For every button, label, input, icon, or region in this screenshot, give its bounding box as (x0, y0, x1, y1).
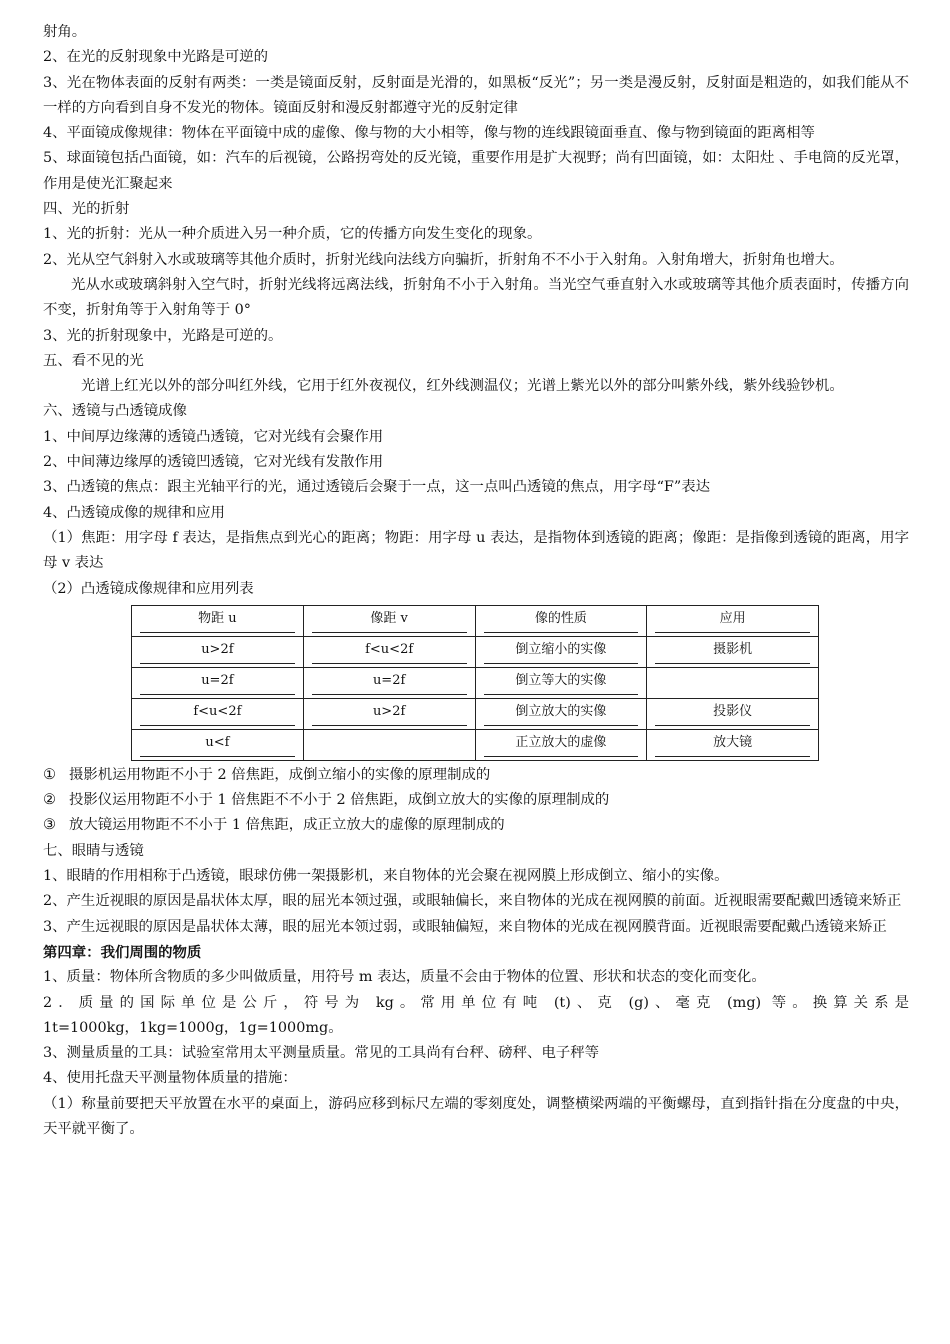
paragraph: （2）凸透镜成像规律和应用列表 (43, 580, 254, 597)
list-item (43, 763, 909, 788)
table-cell: 正立放大的虚像 (475, 729, 647, 760)
paragraph: 4、平面镜成像规律：物体在平面镜中成的虚像、像与物的大小相等，像与物的连线跟镜面垂直、像与物到镜面的距离相等 (43, 125, 815, 142)
list-item-text: 投影仪运用物距不小于 1 倍焦距不不小于 2 倍焦距，成倒立放大的实像的原理制成的 (69, 792, 610, 809)
paragraph: 4、凸透镜成像的规律和应用 (43, 504, 225, 521)
paragraph: （1）称量前要把天平放置在水平的桌面上，游码应移到标尺左端的零刻度处，调整横梁两端的平衡螺母，直到指针指在分度盘的中央，天平就平衡了。 (43, 1095, 909, 1137)
paragraph: 3、凸透镜的焦点：跟主光轴平行的光，通过透镜后会聚于一点，这一点叫凸透镜的焦点，用字母“F”表达 (43, 479, 711, 496)
table-row (132, 729, 819, 760)
table-header-cell: 像距 v (303, 605, 475, 636)
text-line: 2、在光的反射现象中光路是可逆的 (43, 49, 269, 66)
chapter-heading: 第四章：我们周围的物质 (43, 943, 202, 961)
table-cell: u=2f (303, 667, 475, 698)
table-cell: u=2f (132, 667, 304, 698)
paragraph: 1、中间厚边缘薄的透镜凸透镜，它对光线有会聚作用 (43, 428, 384, 445)
table-cell (647, 667, 819, 698)
document-page (43, 20, 909, 1142)
circled-number: ③ (43, 817, 56, 834)
table-row (132, 636, 819, 667)
section-heading: 六、透镜与凸透镜成像 (43, 403, 187, 420)
paragraph: （1）焦距：用字母 f 表达，是指焦点到光心的距离；物距：用字母 u 表达，是指物体到透镜的距离；像距：是指像到透镜的距离，用字母 v 表达 (43, 529, 909, 572)
text-line: 射角。 (43, 24, 87, 40)
table-header-cell: 物距 u (132, 605, 304, 636)
table-cell: u>2f (303, 698, 475, 729)
table-header-row (132, 605, 819, 636)
table-cell: 倒立缩小的实像 (475, 636, 647, 667)
table-cell: 倒立放大的实像 (475, 698, 647, 729)
list-item (43, 788, 909, 813)
table-header-cell: 应用 (647, 605, 819, 636)
table-cell (303, 729, 475, 760)
text-line: 1t=1000kg，1kg=1000g，1g=1000mg。 (43, 1019, 343, 1036)
table-row (132, 698, 819, 729)
table-cell: u>2f (132, 636, 304, 667)
table-row (132, 667, 819, 698)
paragraph: 光从水或玻璃斜射入空气时，折射光线将远离法线，折射角不小于入射角。当光空气垂直射入水或玻璃等其他介质表面时，传播方向不变，折射角等于入射角等于 0° (43, 276, 909, 319)
table-cell: f<u<2f (132, 698, 304, 729)
section-heading: 五、看不见的光 (43, 352, 144, 369)
paragraph: 光谱上红光以外的部分叫红外线，它用于红外夜视仪，红外线测温仪；光谱上紫光以外的部分叫紫外线，紫外线验钞机。 (81, 378, 844, 395)
section-heading: 七、眼睛与透镜 (43, 842, 144, 859)
paragraph: 1、眼睛的作用相称于凸透镜，眼球仿佛一架摄影机，来自物体的光会聚在视网膜上形成倒立、缩小的实像。 (43, 868, 729, 885)
table-cell: 摄影机 (647, 636, 819, 667)
section-heading: 四、光的折射 (43, 201, 130, 218)
table-cell: 放大镜 (647, 729, 819, 760)
paragraph: 3、产生远视眼的原因是晶状体太薄，眼的屈光本领过弱，或眼轴偏短，来自物体的光成在视网膜背面。近视眼需要配戴凸透镜来矫正 (43, 918, 887, 935)
list-item-text: 摄影机运用物距不小于 2 倍焦距，成倒立缩小的实像的原理制成的 (69, 766, 491, 783)
lens-imaging-table (131, 605, 819, 761)
table-cell: 倒立等大的实像 (475, 667, 647, 698)
paragraph: 3、光在物体表面的反射有两类：一类是镜面反射，反射面是光滑的，如黑板“反光”；另一类是漫反射，反射面是粗造的，如我们能从不一样的方向看到自身不发光的物体。镜面反射和漫反射都遵守光的反射定律 (43, 74, 909, 116)
circled-number: ① (43, 766, 56, 783)
paragraph: 2、中间薄边缘厚的透镜凹透镜，它对光线有发散作用 (43, 454, 384, 471)
paragraph: 1、光的折射：光从一种介质进入另一种介质，它的传播方向发生变化的现象。 (43, 226, 542, 243)
paragraph: 2、光从空气斜射入水或玻璃等其他介质时，折射光线向法线方向骗折，折射角不不小于入射角。入射角增大，折射角也增大。 (43, 251, 844, 268)
list-item (43, 813, 909, 838)
table-cell: f<u<2f (303, 636, 475, 667)
paragraph: 1、质量：物体所含物质的多少叫做质量，用符号 m 表达，质量不会由于物体的位置、形状和状态的变化而变化。 (43, 969, 766, 986)
table-cell: u<f (132, 729, 304, 760)
paragraph: 3、测量质量的工具：试验室常用太平测量质量。常见的工具尚有台秤、磅秤、电子秤等 (43, 1045, 600, 1062)
paragraph: 4、使用托盘天平测量物体质量的措施： (43, 1070, 297, 1087)
table-cell: 投影仪 (647, 698, 819, 729)
text-line: 2．质量的国际单位是公斤，符号为 kg。常用单位有吨 (t)、克 (g)、毫克 (mg) 等。换算关系是 (43, 994, 909, 1011)
list-item-text: 放大镜运用物距不不小于 1 倍焦距，成正立放大的虚像的原理制成的 (69, 817, 505, 834)
table-header-cell: 像的性质 (475, 605, 647, 636)
circled-number: ② (43, 792, 56, 809)
paragraph: 3、光的折射现象中，光路是可逆的。 (43, 327, 283, 344)
paragraph: 5、球面镜包括凸面镜，如：汽车的后视镜，公路拐弯处的反光镜，重要作用是扩大视野；尚有凹面镜，如：太阳灶 、手电筒的反光罩，作用是使光汇聚起来 (43, 150, 909, 192)
paragraph: 2、产生近视眼的原因是晶状体太厚，眼的屈光本领过强，或眼轴偏长，来自物体的光成在视网膜的前面。近视眼需要配戴凹透镜来矫正 (43, 893, 902, 910)
